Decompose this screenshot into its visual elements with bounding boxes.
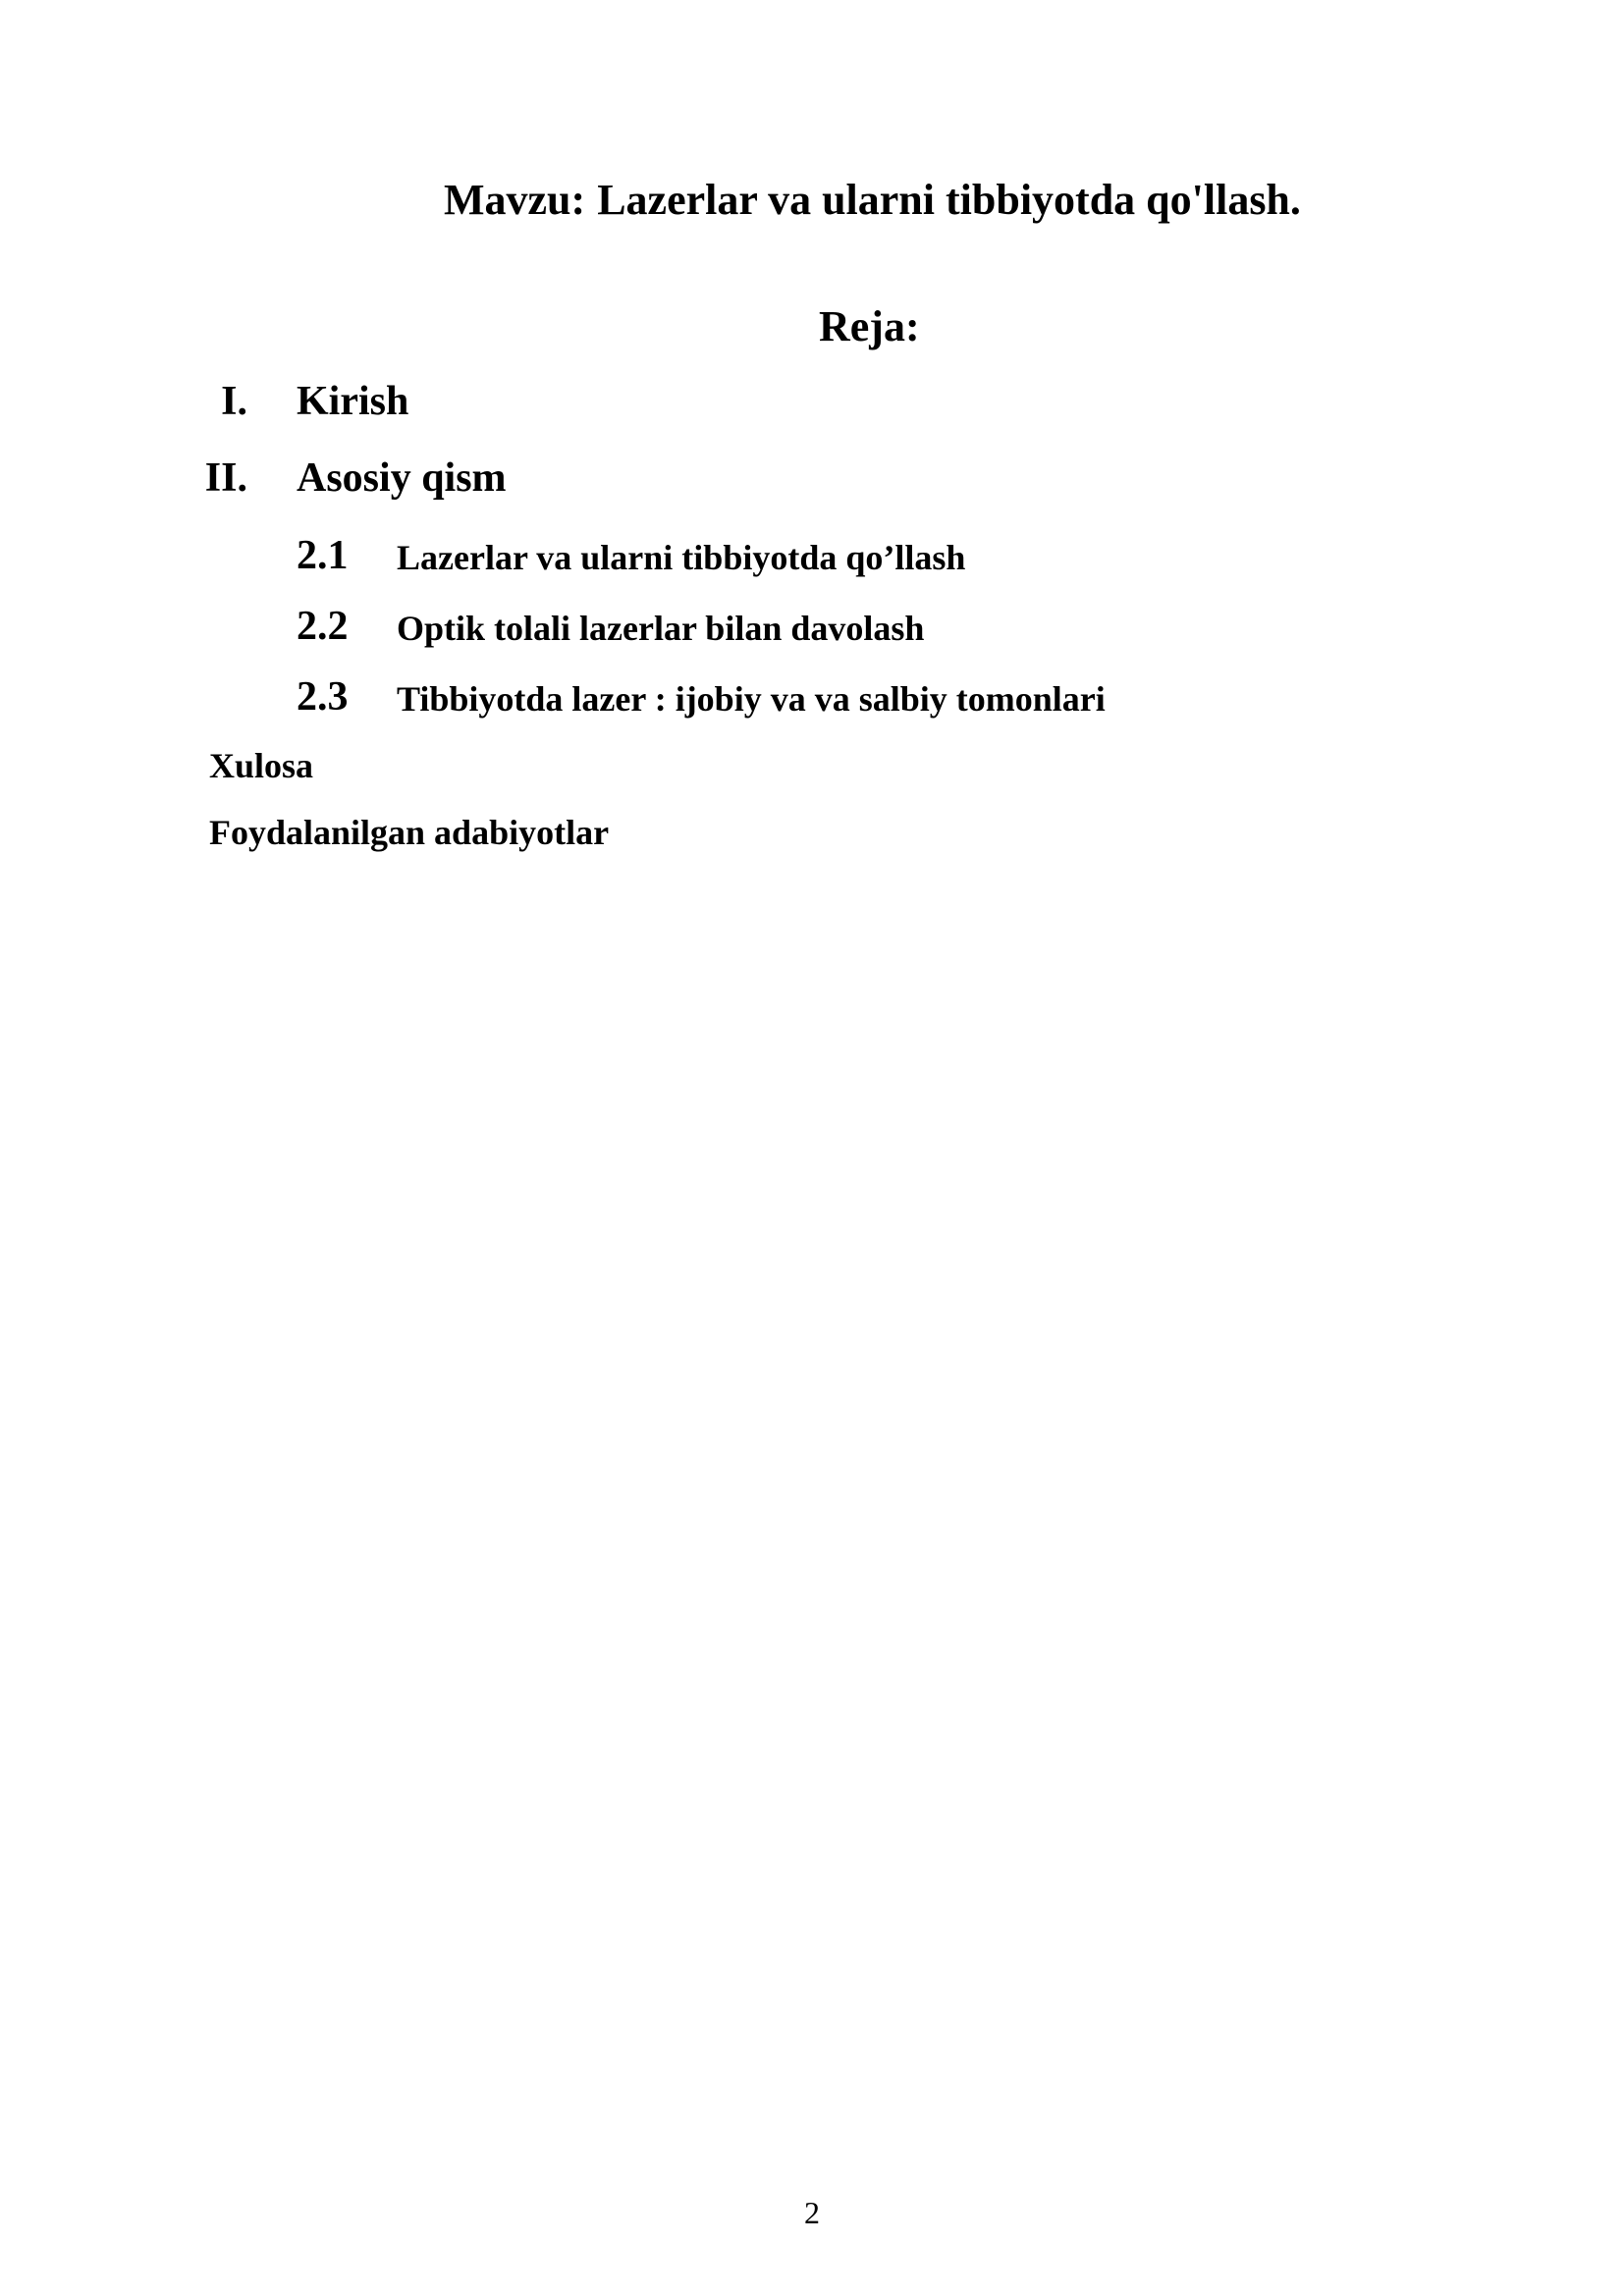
subsection-label: Tibbiyotda lazer : ijobiy va va salbiy tomonlari: [397, 679, 1106, 719]
title-text: Lazerlar va ularni tibbiyotda qo'llash.: [597, 176, 1301, 224]
subsection-label: Lazerlar va ularni tibbiyotda qo’llash: [397, 538, 966, 577]
subsection-number: 2.3: [297, 674, 349, 720]
section-label: Asosiy qism: [297, 455, 507, 501]
section-number: II.: [204, 455, 247, 501]
section-number: I.: [221, 379, 247, 424]
document-title: [444, 173, 1301, 228]
subsection-number: 2.2: [297, 604, 349, 649]
page-number: 2: [804, 2195, 820, 2230]
conclusion-item: Xulosa: [209, 746, 314, 785]
section-label: Kirish: [297, 379, 409, 424]
references-item: Foydalanilgan adabiyotlar: [209, 813, 610, 852]
subsection-label: Optik tolali lazerlar bilan davolash: [397, 609, 925, 648]
title-prefix: Mavzu:: [444, 176, 586, 224]
plan-heading: Reja:: [819, 302, 920, 350]
subsection-number: 2.1: [297, 533, 349, 578]
